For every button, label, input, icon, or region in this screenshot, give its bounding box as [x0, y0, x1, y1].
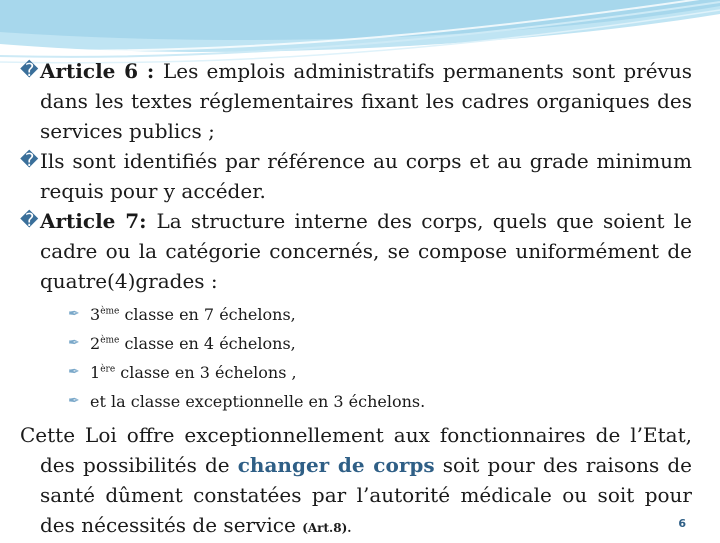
slide-content: [20, 56, 692, 543]
list-item: ✒ 1ère classe en 3 échelons ,: [68, 358, 692, 387]
conclusion-paragraph: Cette Loi offre exceptionnellement aux fonctionnaires de l’Etat, des possibilités de changer de corps soit pour des raisons de santé dûment constatées par l’autorité médicale ou soit pour des nécessités de service (Art.8).: [20, 423, 693, 537]
article-7-paragraph: [20, 206, 692, 296]
article-6-text: Les emplois administratifs permanents sont prévus dans les textes réglementaires fixant les cadres organiques des services publics ;: [40, 59, 692, 143]
square-bullet-icon: �: [20, 60, 39, 81]
emphasis-text: changer de corps: [237, 453, 435, 477]
list-item: ✒ et la classe exceptionnelle en 3 échelons.: [68, 387, 692, 416]
grade-list: [20, 300, 692, 416]
square-bullet-icon: �: [20, 210, 39, 231]
list-item: ✒ 3ème classe en 7 échelons,: [68, 300, 692, 329]
article-reference: (Art.8).: [302, 521, 352, 535]
pen-nib-icon: ✒: [68, 335, 80, 351]
identification-text: Ils sont identifiés par référence au corps et au grade minimum requis pour y accéder.: [40, 149, 692, 203]
pen-nib-icon: ✒: [68, 364, 80, 380]
square-bullet-icon: �: [20, 150, 39, 171]
identification-paragraph: [20, 146, 692, 206]
article-6-heading: Article 6 :: [40, 59, 163, 83]
pen-nib-icon: ✒: [68, 306, 80, 322]
article-7-heading: Article 7:: [40, 209, 157, 233]
pen-nib-icon: ✒: [68, 393, 80, 409]
article-6-paragraph: [20, 56, 692, 146]
list-item: ✒ 2ème classe en 4 échelons,: [68, 329, 692, 358]
page-number: 6: [678, 517, 686, 530]
article-7-text: La structure interne des corps, quels que soient le cadre ou la catégorie concernés, se compose uniformément de quatre(4)grades :: [40, 209, 692, 293]
